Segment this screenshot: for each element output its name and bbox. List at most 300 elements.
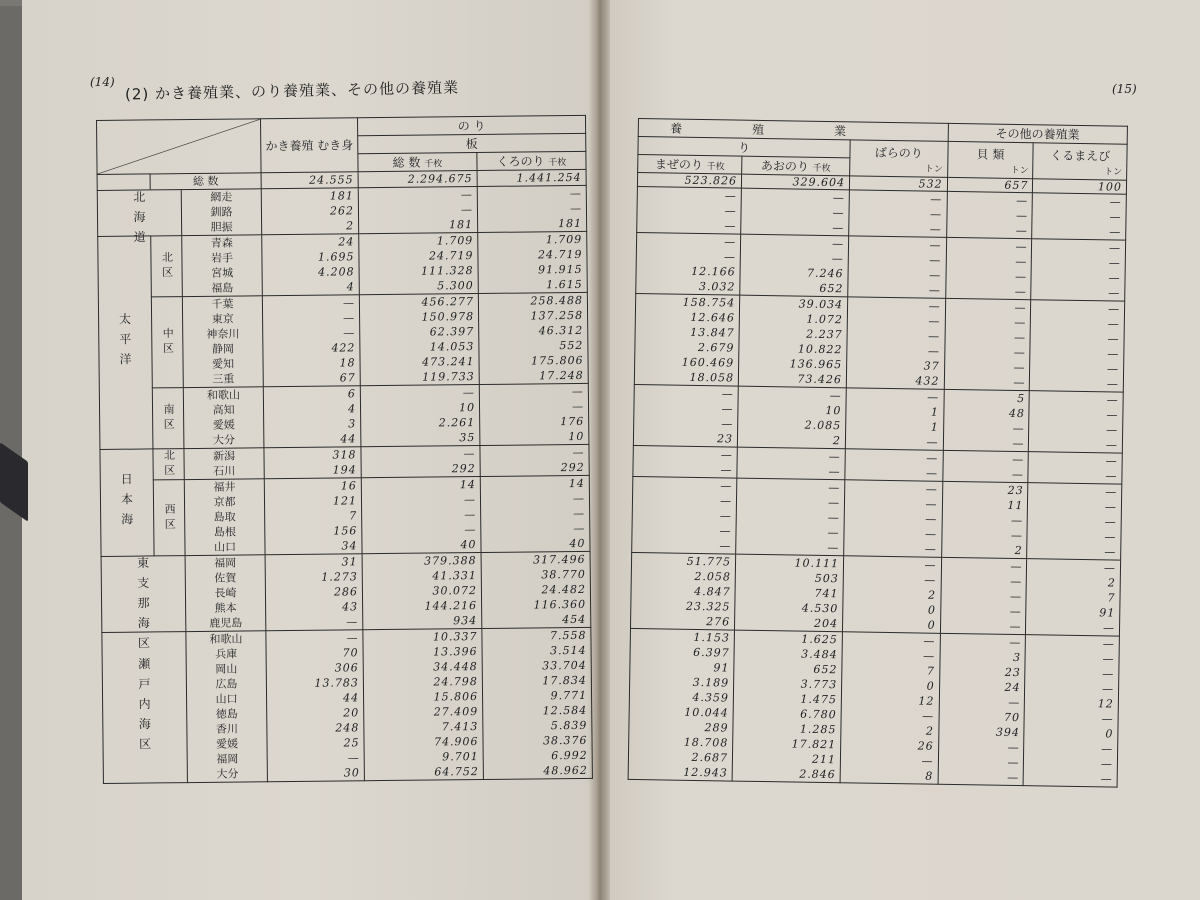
header-baranori-label: ばらのり bbox=[874, 145, 923, 160]
header-ri-continued: り bbox=[638, 137, 850, 158]
cell-value: — bbox=[719, 539, 732, 553]
region-label: 北海道 bbox=[97, 190, 181, 237]
cell-value: 18.708 bbox=[683, 735, 729, 750]
cell-value: 7 bbox=[926, 664, 936, 678]
group-row-left bbox=[102, 627, 593, 783]
cell-value: 25 bbox=[343, 736, 360, 750]
value-column-ita_nori_total_1000sheets bbox=[360, 385, 480, 447]
cell-value: — bbox=[921, 754, 934, 768]
cell-value: 1.153 bbox=[693, 630, 731, 645]
value-column-kurumaebi_t bbox=[1027, 483, 1122, 560]
cell-value: — bbox=[1010, 574, 1023, 589]
cell-value: 181 bbox=[329, 189, 354, 203]
value-column-aonori_1000sheets bbox=[738, 295, 847, 388]
cell-value: — bbox=[463, 493, 477, 507]
prefecture-name: 福島 bbox=[211, 281, 234, 295]
cell-value: — bbox=[928, 299, 941, 313]
cell-value: 7.246 bbox=[807, 266, 844, 281]
cell-value: — bbox=[925, 482, 938, 496]
cell-value: 34 bbox=[341, 539, 358, 553]
cell-value: — bbox=[1014, 269, 1028, 284]
value-column-oyster_mukimi_t bbox=[263, 295, 361, 387]
cell-value: — bbox=[1100, 757, 1114, 771]
cell-value: — bbox=[1007, 740, 1020, 755]
cell-value: 13.783 bbox=[314, 676, 359, 690]
prefecture-name: 新潟 bbox=[213, 449, 236, 463]
value-column-oyster_mukimi_t bbox=[261, 188, 358, 235]
cell-value: 248 bbox=[335, 721, 360, 735]
cell-value: — bbox=[831, 252, 844, 266]
cell-value: 10.822 bbox=[797, 342, 843, 357]
cell-value: 91 bbox=[1099, 606, 1116, 620]
cell-value: — bbox=[723, 250, 737, 264]
value-column-shellfish_t bbox=[944, 298, 1031, 390]
cell-value: — bbox=[927, 344, 941, 358]
cell-value: — bbox=[930, 192, 943, 206]
cell-value: — bbox=[720, 463, 733, 477]
cell-value: 2.237 bbox=[806, 327, 843, 342]
cell-value: — bbox=[571, 399, 585, 414]
cell-value: 4.359 bbox=[692, 690, 730, 705]
cell-value: 10 bbox=[825, 403, 842, 418]
value-column-kuronori_1000sheets bbox=[481, 551, 591, 628]
cell-value: 14 bbox=[459, 478, 476, 492]
cell-value: 292 bbox=[560, 460, 585, 475]
cell-value: 144.216 bbox=[424, 599, 478, 613]
prefecture-name: 石川 bbox=[213, 464, 236, 478]
cell-value: 12.943 bbox=[683, 765, 728, 780]
cell-value: 44 bbox=[340, 432, 357, 446]
header-shoku-char: 殖 bbox=[751, 122, 835, 139]
value-column-ita_nori_total_1000sheets bbox=[361, 476, 481, 553]
cell-value: 7 bbox=[349, 509, 358, 523]
header-kuronori bbox=[477, 151, 586, 170]
cell-value: 12.166 bbox=[691, 264, 736, 279]
cell-value: — bbox=[720, 448, 733, 462]
cell-value: — bbox=[343, 326, 356, 340]
cell-value: 175.806 bbox=[530, 353, 584, 368]
cell-value: 652 bbox=[819, 281, 844, 296]
cell-value: — bbox=[1108, 286, 1121, 300]
cell-value: 13.847 bbox=[690, 325, 735, 340]
value-column-ita_nori_total_1000sheets bbox=[359, 294, 479, 386]
cell-value: 11 bbox=[1007, 498, 1024, 513]
value-column-mazenori_1000sheets bbox=[632, 476, 737, 554]
cell-value: — bbox=[346, 615, 359, 629]
cell-value: 137.258 bbox=[530, 308, 584, 323]
prefecture-name: 宮城 bbox=[211, 266, 234, 280]
value-column-shellfish_t bbox=[942, 450, 1028, 482]
total-kuronori: 1.441.254 bbox=[477, 169, 586, 186]
cell-value: 1.475 bbox=[800, 692, 838, 707]
cell-value: 2.058 bbox=[694, 569, 731, 584]
cell-value: 503 bbox=[814, 571, 839, 586]
cell-value: — bbox=[929, 253, 942, 267]
header-aonori-label: あおのり bbox=[760, 158, 810, 174]
cell-value: 5.839 bbox=[550, 718, 588, 733]
value-column-kurumaebi_t bbox=[1028, 452, 1122, 484]
value-column-baranori_t bbox=[848, 236, 946, 299]
cell-value: — bbox=[928, 329, 941, 343]
group-row-left bbox=[99, 383, 589, 449]
cell-value: 12 bbox=[918, 694, 935, 708]
value-column-baranori_t bbox=[845, 388, 943, 451]
header-nori-top bbox=[357, 115, 585, 135]
cell-value: — bbox=[1106, 408, 1119, 422]
cell-value: 34.448 bbox=[433, 660, 478, 674]
cell-value: 73.426 bbox=[797, 372, 843, 387]
prefecture-name: 和歌山 bbox=[209, 632, 243, 646]
cell-value: 1.625 bbox=[801, 632, 838, 647]
cell-value: — bbox=[925, 466, 939, 480]
cell-value: — bbox=[924, 527, 938, 541]
header-shellfish-label: 貝 類 bbox=[976, 146, 1005, 162]
header-shellfish bbox=[947, 141, 1033, 178]
cell-value: 379.388 bbox=[424, 554, 477, 568]
group-row-right bbox=[633, 384, 1123, 453]
cell-value: 43 bbox=[342, 600, 359, 614]
header-shellfish-unit: トン bbox=[1010, 165, 1029, 176]
header-kurumaebi-unit: トン bbox=[1104, 166, 1123, 178]
cell-value: — bbox=[927, 390, 940, 404]
cell-value: 5.300 bbox=[437, 279, 474, 293]
cell-value: 2 bbox=[928, 588, 937, 602]
cell-value: 24.798 bbox=[433, 675, 478, 689]
cell-value: 14.053 bbox=[429, 340, 475, 354]
cell-value: 286 bbox=[333, 585, 359, 599]
left-page-number: (14) bbox=[90, 75, 115, 89]
prefecture-name: 和歌山 bbox=[206, 388, 241, 402]
value-column-oyster_mukimi_t bbox=[264, 478, 362, 555]
cell-value: 0 bbox=[926, 679, 935, 693]
cell-value: 12 bbox=[1097, 697, 1114, 711]
cell-value: 4 bbox=[346, 280, 355, 294]
cell-value: — bbox=[828, 481, 841, 495]
header-ita-total-unit: 千枚 bbox=[424, 159, 443, 170]
cell-value: 2.085 bbox=[804, 418, 842, 433]
cell-value: 38.376 bbox=[542, 733, 588, 748]
cell-value: — bbox=[1107, 317, 1120, 331]
cell-value: — bbox=[1014, 300, 1027, 315]
value-column-mazenori_1000sheets bbox=[628, 628, 734, 781]
cell-value: 23 bbox=[1004, 665, 1021, 680]
prefecture-name: 佐賀 bbox=[214, 571, 237, 585]
value-column-kuronori_1000sheets bbox=[478, 292, 588, 384]
total-mazenori: 523.826 bbox=[637, 173, 741, 189]
subregion-label: 中区 bbox=[151, 297, 183, 388]
cell-value: — bbox=[929, 268, 942, 282]
value-column-mazenori_1000sheets bbox=[630, 552, 735, 630]
cell-value: — bbox=[827, 541, 840, 555]
cell-value: — bbox=[1014, 284, 1027, 299]
cell-value: — bbox=[721, 417, 734, 431]
cell-value: — bbox=[463, 447, 476, 461]
cell-value: 10.111 bbox=[794, 556, 840, 571]
cell-value: — bbox=[721, 387, 734, 401]
value-column-aonori_1000sheets bbox=[736, 478, 845, 556]
cell-value: 741 bbox=[814, 586, 839, 601]
cell-value: 0 bbox=[927, 603, 936, 617]
cell-value: — bbox=[460, 203, 474, 217]
subregion-label: 南区 bbox=[152, 388, 184, 449]
subregion-label: 北区 bbox=[151, 236, 183, 297]
cell-value: 37 bbox=[923, 359, 940, 373]
cell-value: — bbox=[1015, 254, 1028, 269]
group-row-right bbox=[630, 552, 1120, 636]
cell-value: — bbox=[1102, 637, 1115, 651]
cell-value: 27.409 bbox=[433, 705, 479, 719]
cell-value: — bbox=[1011, 513, 1024, 528]
cell-value: — bbox=[721, 402, 734, 416]
region-label: 太平洋 bbox=[98, 236, 153, 450]
cell-value: — bbox=[1012, 436, 1025, 451]
cell-value: 6.780 bbox=[800, 707, 837, 722]
cell-value: 17.834 bbox=[542, 673, 587, 688]
cell-value: — bbox=[1109, 210, 1122, 224]
right-page-number: (15) bbox=[1112, 82, 1137, 96]
value-column-kurumaebi_t bbox=[1032, 193, 1126, 240]
cell-value: 10 bbox=[458, 401, 476, 415]
cell-value: 51.775 bbox=[686, 554, 732, 569]
prefecture-name: 熊本 bbox=[214, 601, 237, 615]
value-column-ita_nori_total_1000sheets bbox=[363, 628, 484, 780]
cell-value: 12.584 bbox=[542, 703, 588, 718]
total-kurumaebi: 100 bbox=[1033, 179, 1127, 194]
subregion-label: 西区 bbox=[153, 480, 185, 556]
cell-value: — bbox=[1103, 561, 1117, 575]
total-shellfish: 657 bbox=[947, 177, 1033, 192]
cell-value: 181 bbox=[449, 218, 474, 232]
header-ita bbox=[358, 133, 586, 153]
group-row-right bbox=[637, 186, 1127, 240]
cell-value: 14 bbox=[568, 476, 585, 491]
cell-value: — bbox=[1107, 347, 1120, 361]
cell-value: — bbox=[1008, 695, 1021, 710]
prefecture-name: 徳島 bbox=[215, 707, 238, 721]
cell-value: 289 bbox=[704, 721, 729, 735]
cell-value: — bbox=[1009, 619, 1022, 634]
value-column-oyster_mukimi_t bbox=[264, 447, 361, 479]
prefecture-name: 山口 bbox=[213, 540, 237, 554]
cell-value: 64.752 bbox=[434, 765, 479, 779]
right-table-body bbox=[628, 173, 1126, 788]
value-column-ita_nori_total_1000sheets bbox=[362, 552, 482, 629]
cell-value: — bbox=[1107, 362, 1120, 376]
value-column-shellfish_t bbox=[938, 633, 1026, 785]
header-other-group-label: その他の養殖業 bbox=[995, 126, 1080, 142]
cell-value: 2 bbox=[346, 219, 355, 233]
cell-value: 7 bbox=[1107, 591, 1116, 605]
cell-value: 276 bbox=[706, 615, 731, 629]
cell-value: 40 bbox=[569, 536, 586, 551]
header-aonori-unit: 千枚 bbox=[812, 163, 831, 175]
cell-value: — bbox=[827, 526, 840, 540]
cell-value: — bbox=[1013, 345, 1026, 360]
cell-value: 3.189 bbox=[692, 675, 730, 690]
value-column-mazenori_1000sheets bbox=[634, 293, 739, 386]
value-column-oyster_mukimi_t bbox=[265, 554, 363, 631]
prefecture-name: 福岡 bbox=[214, 556, 237, 570]
prefecture-name: 愛知 bbox=[212, 357, 235, 371]
prefecture-name: 福岡 bbox=[216, 752, 239, 766]
cell-value: 9.771 bbox=[550, 688, 588, 703]
cell-value: — bbox=[460, 188, 473, 202]
cell-value: — bbox=[1108, 241, 1122, 255]
cell-value: — bbox=[926, 435, 939, 449]
value-column-kurumaebi_t bbox=[1026, 559, 1121, 636]
value-column-shellfish_t bbox=[945, 237, 1032, 299]
cell-value: — bbox=[827, 496, 841, 510]
value-column-ita_nori_total_1000sheets bbox=[358, 187, 477, 234]
cell-value: 4.208 bbox=[318, 265, 355, 279]
cell-value: — bbox=[924, 573, 937, 587]
cell-value: — bbox=[1107, 332, 1120, 346]
cell-value: 1.615 bbox=[546, 277, 583, 292]
cell-value: 17.821 bbox=[791, 737, 837, 752]
cell-value: 67 bbox=[339, 371, 356, 385]
header-kurumaebi-label: くるまえび bbox=[1050, 147, 1111, 163]
cell-value: 18.058 bbox=[689, 370, 735, 385]
value-column-kuronori_1000sheets bbox=[482, 627, 593, 779]
cell-value: 3.484 bbox=[801, 647, 838, 662]
cell-value: — bbox=[343, 311, 356, 325]
cell-value: 41.331 bbox=[432, 569, 477, 583]
cell-value: — bbox=[571, 384, 584, 399]
cell-value: 2 bbox=[1014, 543, 1023, 558]
cell-value: 422 bbox=[331, 341, 356, 355]
cell-value: — bbox=[1102, 652, 1115, 666]
value-column-aonori_1000sheets bbox=[732, 630, 842, 783]
cell-value: 91.915 bbox=[538, 262, 583, 277]
value-column-baranori_t bbox=[844, 480, 943, 558]
cell-value: — bbox=[1015, 239, 1028, 254]
value-column-kurumaebi_t bbox=[1024, 635, 1120, 787]
region-label: 瀬戸内海区 bbox=[102, 632, 188, 784]
cell-value: — bbox=[1102, 621, 1116, 635]
prefecture-name: 愛媛 bbox=[212, 418, 235, 432]
cell-value: — bbox=[1106, 377, 1119, 391]
cell-value: — bbox=[464, 523, 477, 537]
corner-diagonal-cell bbox=[97, 119, 262, 175]
cell-value: — bbox=[924, 542, 937, 556]
cell-value: — bbox=[1100, 772, 1113, 786]
cell-value: — bbox=[924, 558, 937, 572]
prefecture-name: 山口 bbox=[215, 692, 238, 706]
prefecture-name: 長崎 bbox=[214, 586, 237, 600]
value-column-ita_nori_total_1000sheets bbox=[361, 445, 480, 477]
cell-value: 3.773 bbox=[800, 677, 838, 692]
cell-value: 4 bbox=[347, 402, 357, 416]
cell-value: 1.273 bbox=[321, 570, 358, 584]
cell-value: — bbox=[1011, 467, 1025, 482]
cell-value: 23 bbox=[716, 432, 734, 446]
cell-value: — bbox=[1007, 755, 1020, 770]
cell-value: 13.396 bbox=[433, 645, 478, 659]
cell-value: 17.248 bbox=[539, 368, 584, 383]
group-row-left bbox=[100, 444, 589, 480]
value-column-baranori_t bbox=[840, 632, 940, 785]
prefecture-name: 青森 bbox=[210, 236, 233, 250]
value-column-shellfish_t bbox=[943, 389, 1030, 451]
prefecture-name: 静岡 bbox=[211, 342, 235, 356]
header-oyster-label: かき養殖 むき身 bbox=[265, 138, 354, 154]
value-column-aonori_1000sheets bbox=[737, 386, 846, 449]
cell-value: 39.034 bbox=[798, 297, 844, 312]
cell-value: 1 bbox=[930, 405, 940, 419]
cell-value: — bbox=[724, 204, 737, 218]
cell-value: — bbox=[1104, 530, 1117, 544]
cell-value: 8 bbox=[925, 769, 934, 783]
prefecture-name: 岡山 bbox=[215, 662, 238, 676]
prefecture-list bbox=[186, 631, 268, 783]
cell-value: 394 bbox=[995, 725, 1020, 740]
value-column-baranori_t bbox=[842, 556, 941, 634]
cell-value: — bbox=[928, 283, 941, 297]
cell-value: 24.719 bbox=[428, 249, 474, 263]
group-row-right bbox=[636, 232, 1126, 301]
cell-value: 2.846 bbox=[799, 767, 836, 782]
cell-value: 6 bbox=[347, 387, 356, 401]
cell-value: 9.701 bbox=[442, 750, 479, 764]
cell-value: — bbox=[573, 521, 586, 536]
header-nori-label: の り bbox=[457, 118, 486, 134]
cell-value: — bbox=[572, 445, 585, 460]
header-gyo-char: 業 bbox=[833, 124, 917, 140]
cell-value: — bbox=[929, 238, 942, 252]
prefecture-name: 大分 bbox=[216, 767, 239, 781]
value-column-kurumaebi_t bbox=[1030, 300, 1125, 392]
prefecture-name: 釧路 bbox=[210, 205, 233, 219]
cell-value: — bbox=[1108, 256, 1121, 270]
cell-value: 2 bbox=[925, 724, 935, 738]
header-ita-total bbox=[358, 153, 477, 172]
header-yo-char: 養 bbox=[669, 121, 753, 137]
cell-value: 432 bbox=[915, 374, 940, 388]
header-kuronori-label: くろのり bbox=[496, 154, 545, 169]
prefecture-name: 広島 bbox=[215, 677, 238, 691]
cell-value: — bbox=[573, 506, 586, 521]
cell-value: — bbox=[719, 509, 732, 523]
cell-value: 7.413 bbox=[441, 720, 479, 734]
prefecture-list bbox=[182, 296, 263, 388]
cell-value: 0 bbox=[1105, 727, 1114, 741]
cell-value: 181 bbox=[558, 216, 583, 231]
cell-value: 156 bbox=[333, 524, 358, 538]
cell-value: 4.530 bbox=[801, 601, 839, 616]
cell-value: 150.978 bbox=[421, 310, 475, 324]
cell-value: 12.646 bbox=[690, 310, 736, 325]
group-row-right bbox=[634, 293, 1124, 392]
cell-value: 1.709 bbox=[436, 234, 474, 248]
header-aonori bbox=[742, 156, 850, 176]
cell-value: 2 bbox=[832, 434, 842, 448]
cell-value: 24 bbox=[1004, 680, 1021, 695]
value-column-kuronori_1000sheets bbox=[478, 231, 588, 293]
prefecture-name: 香川 bbox=[215, 722, 239, 736]
prefecture-list bbox=[183, 387, 264, 449]
prefecture-list bbox=[184, 448, 264, 480]
cell-value: — bbox=[1101, 742, 1114, 756]
prefecture-list bbox=[182, 235, 263, 297]
cell-value: 5 bbox=[1017, 391, 1026, 406]
cell-value: 3 bbox=[1012, 650, 1022, 665]
cell-value: — bbox=[832, 191, 845, 205]
cell-value: 119.733 bbox=[422, 370, 475, 384]
cell-value: — bbox=[1106, 393, 1119, 407]
region-label: 東支那海区 bbox=[101, 556, 186, 633]
value-column-mazenori_1000sheets bbox=[633, 445, 738, 478]
right-data-table bbox=[628, 118, 1128, 788]
